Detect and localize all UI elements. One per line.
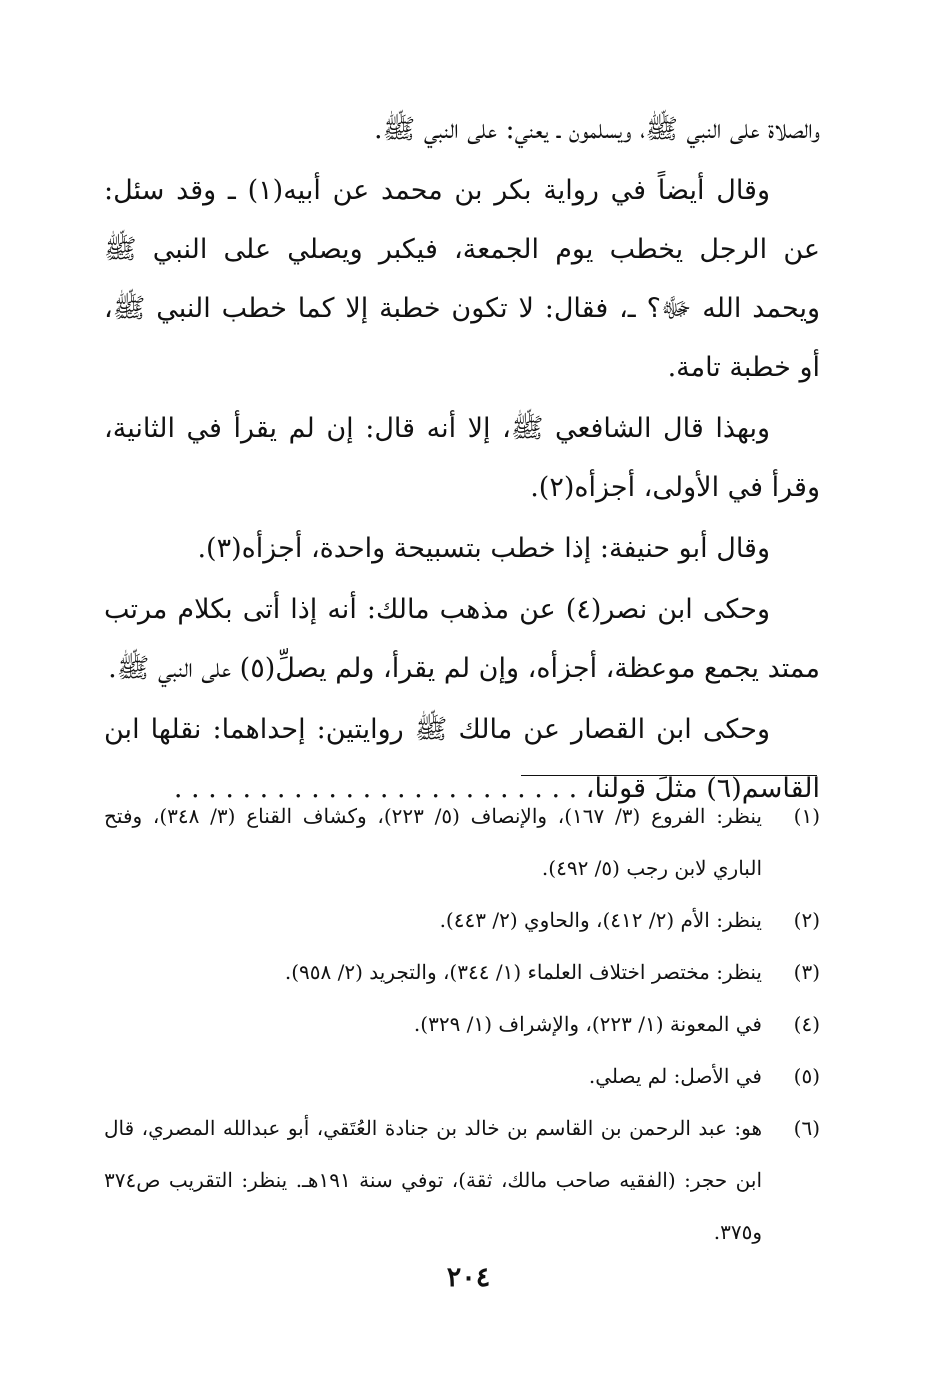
paragraph: وحكى ابن نصر(٤) عن مذهب مالك: أنه إذا أتى بكلام مرتب ممتد يجمع موعظة، أجزأه، وإن لم يقرأ، ولم يصلِّ(٥) على النبي ﷺ. (104, 594, 820, 684)
paragraph: وقال أيضاً في رواية بكر بن محمد عن أبيه(١) ـ وقد سئل: عن الرجل يخطب يوم الجمعة، فيكبر ويصلي على النبي ﷺ ويحمد الله ﷻ؟ ـ، فقال: لا تكون خطبة إلا كما خطب النبي ﷺ، أو خطبة تامة. (104, 175, 820, 383)
footnote-number: (٣) (793, 960, 820, 984)
paragraph: وقال أبو حنيفة: إذا خطب بتسبيحة واحدة، أجزأه(٣). (197, 533, 770, 564)
footnote-number: (١) (793, 804, 820, 828)
footnote-separator (521, 775, 817, 776)
footnote-text: ينظر: مختصر اختلاف العلماء (١/ ٣٤٤)، والتجريد (٢/ ٩٥٨). (284, 960, 762, 984)
footnote-number: (٤) (793, 1012, 820, 1036)
footnote-number: (٦) (793, 1116, 820, 1140)
footnote (104, 790, 820, 894)
footnote (104, 946, 820, 998)
footnote (104, 894, 820, 946)
footnote-number: (٥) (793, 1064, 820, 1088)
footnote-number: (٢) (793, 908, 820, 932)
footnote (104, 998, 820, 1050)
footnote (104, 1102, 820, 1258)
footnote-text: ينظر: الأم (٢/ ٤١٢)، والحاوي (٢/ ٤٤٣). (439, 908, 762, 932)
footnote-text: في الأصل: لم يصلي. (588, 1064, 762, 1088)
main-text (104, 100, 820, 820)
footnote-text: في المعونة (١/ ٢٢٣)، والإشراف (١/ ٣٢٩). (413, 1012, 762, 1036)
footnotes (104, 790, 820, 1258)
paragraph: والصلاة على النبي ﷺ، ويسلمون ـ يعني: على النبي ﷺ. (374, 114, 820, 145)
footnote-text: هو: عبد الرحمن بن القاسم بن خالد بن جنادة العُتَقي، أبو عبدالله المصري، قال ابن حجر: (الفقيه صاحب مالك، ثقة)، توفي سنة ١٩١هـ. ينظر: التقريب ص٣٧٤ و٣٧٥. (104, 1116, 763, 1244)
footnote (104, 1050, 820, 1102)
page-number: ٢٠٤ (446, 1262, 491, 1293)
footnote-text: ينظر: الفروع (٣/ ١٦٧)، والإنصاف (٥/ ٢٢٣)، وكشاف القناع (٣/ ٣٤٨)، وفتح الباري لابن رجب (٥/ ٤٩٢). (104, 804, 763, 880)
paragraph: وحكى ابن القصار عن مالك ﷺ روايتين: إحداهما: نقلها ابن القاسم(٦) مثلَ قولنا، . . . . . . . . . . . . . . . . . . . . . . . . (104, 714, 820, 804)
paragraph: وبهذا قال الشافعي ﷺ، إلا أنه قال: إن لم يقرأ في الثانية، وقرأ في الأولى، أجزأه(٢). (104, 413, 820, 503)
